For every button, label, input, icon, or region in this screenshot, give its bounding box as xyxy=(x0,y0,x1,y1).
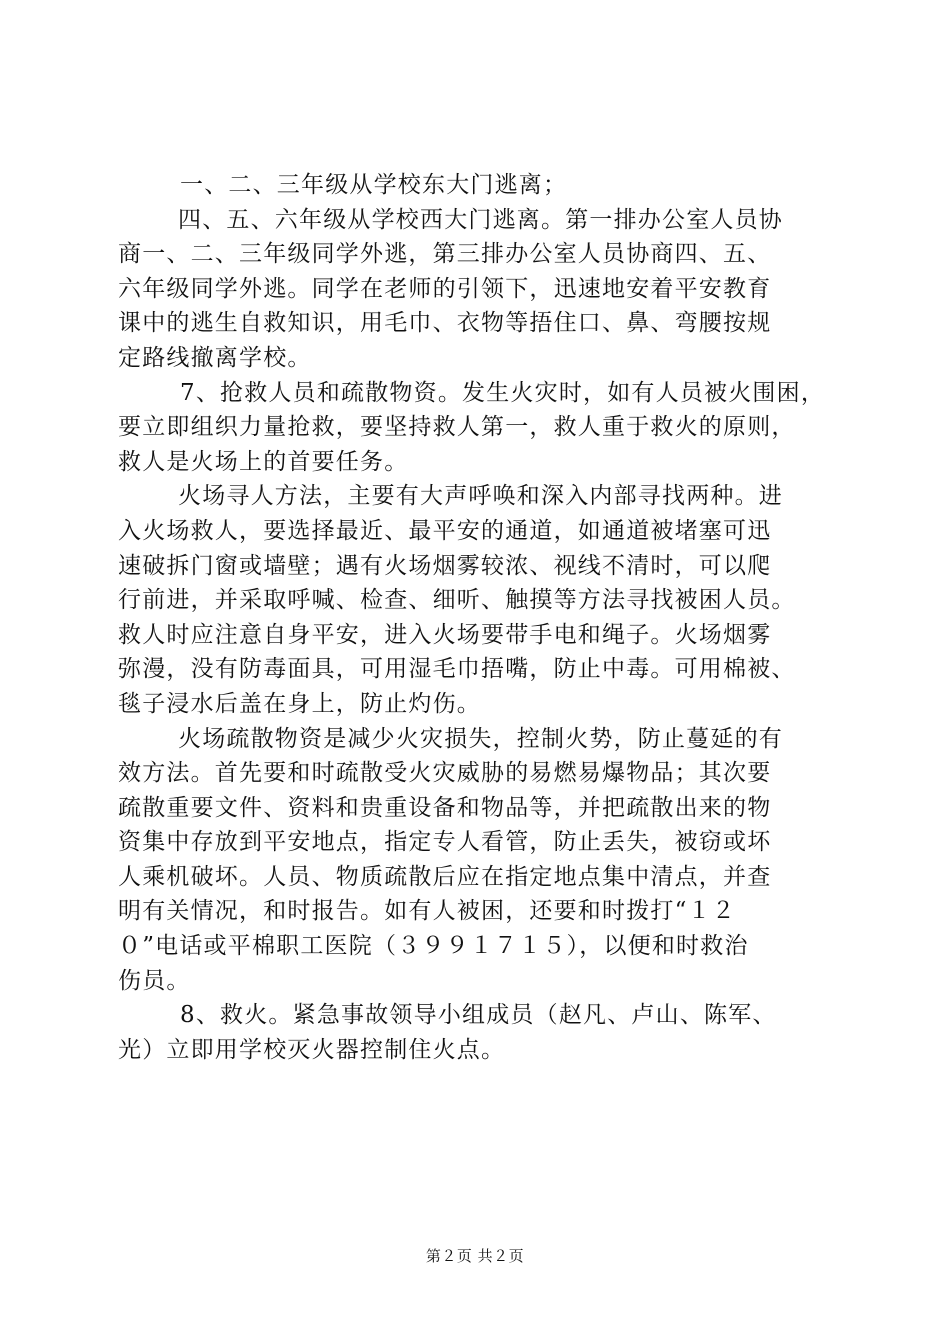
text-line: 明有关情况，和时报告。如有人被困，还要和时拨打“１２ xyxy=(118,898,736,925)
text-line: 救人时应注意自身平安，进入火场要带手电和绳子。火场烟雾 xyxy=(118,621,772,648)
text-line: 商一、二、三年级同学外逃，第三排办公室人员协商四、五、 xyxy=(118,241,772,268)
text-line: 弥漫，没有防毒面具，可用湿毛巾捂嘴，防止中毒。可用棉被、 xyxy=(118,656,796,683)
text-line: 人乘机破坏。人员、物质疏散后应在指定地点集中清点，并查 xyxy=(118,863,772,890)
page-number-footer: 第２页 共２页 xyxy=(425,1247,525,1265)
text-line: 火场寻人方法，主要有大声呼唤和深入内部寻找两种。进 xyxy=(178,483,783,510)
text-line: 火场疏散物资是减少火灾损失，控制火势，防止蔓延的有 xyxy=(178,725,783,752)
text-line: 疏散重要文件、资料和贵重设备和物品等，并把疏散出来的物 xyxy=(118,794,772,821)
text-line: ０”电话或平棉职工医院（３９９１７１５），以便和时救治 xyxy=(118,933,749,960)
text-line: 光）立即用学校灭火器控制住火点。 xyxy=(118,1036,506,1063)
text-line: 行前进，并采取呼喊、检查、细听、触摸等方法寻找被困人员。 xyxy=(118,587,796,614)
document-body xyxy=(118,168,838,1067)
text-line: 六年级同学外逃。同学在老师的引领下，迅速地安着平安教育 xyxy=(118,275,772,302)
text-line: 救人是火场上的首要任务。 xyxy=(118,448,409,475)
text-line: 资集中存放到平安地点，指定专人看管，防止丢失，被窃或坏 xyxy=(118,829,772,856)
text-line: 7、抢救人员和疏散物资。发生火灾时，如有人员被火围困， xyxy=(180,379,826,406)
text-line: 8、救火。紧急事故领导小组成员（赵凡、卢山、陈军、 xyxy=(180,1002,777,1029)
text-line: 伤员。 xyxy=(118,967,191,994)
text-line: 入火场救人，要选择最近、最平安的通道，如通道被堵塞可迅 xyxy=(118,517,772,544)
text-line: 四、五、六年级从学校西大门逃离。第一排办公室人员协 xyxy=(178,206,783,233)
text-line: 毯子浸水后盖在身上，防止灼伤。 xyxy=(118,690,481,717)
text-line: 要立即组织力量抢救，要坚持救人第一，救人重于救火的原则， xyxy=(118,414,796,441)
text-line: 一、二、三年级从学校东大门逃离； xyxy=(180,172,568,198)
text-line: 速破拆门窗或墙壁；遇有火场烟雾较浓、视线不清时，可以爬 xyxy=(118,552,772,579)
text-line: 课中的逃生自救知识，用毛巾、衣物等捂住口、鼻、弯腰按规 xyxy=(118,310,772,337)
text-line: 定路线撤离学校。 xyxy=(118,344,312,371)
text-line: 效方法。首先要和时疏散受火灾威胁的易燃易爆物品；其次要 xyxy=(118,760,772,787)
